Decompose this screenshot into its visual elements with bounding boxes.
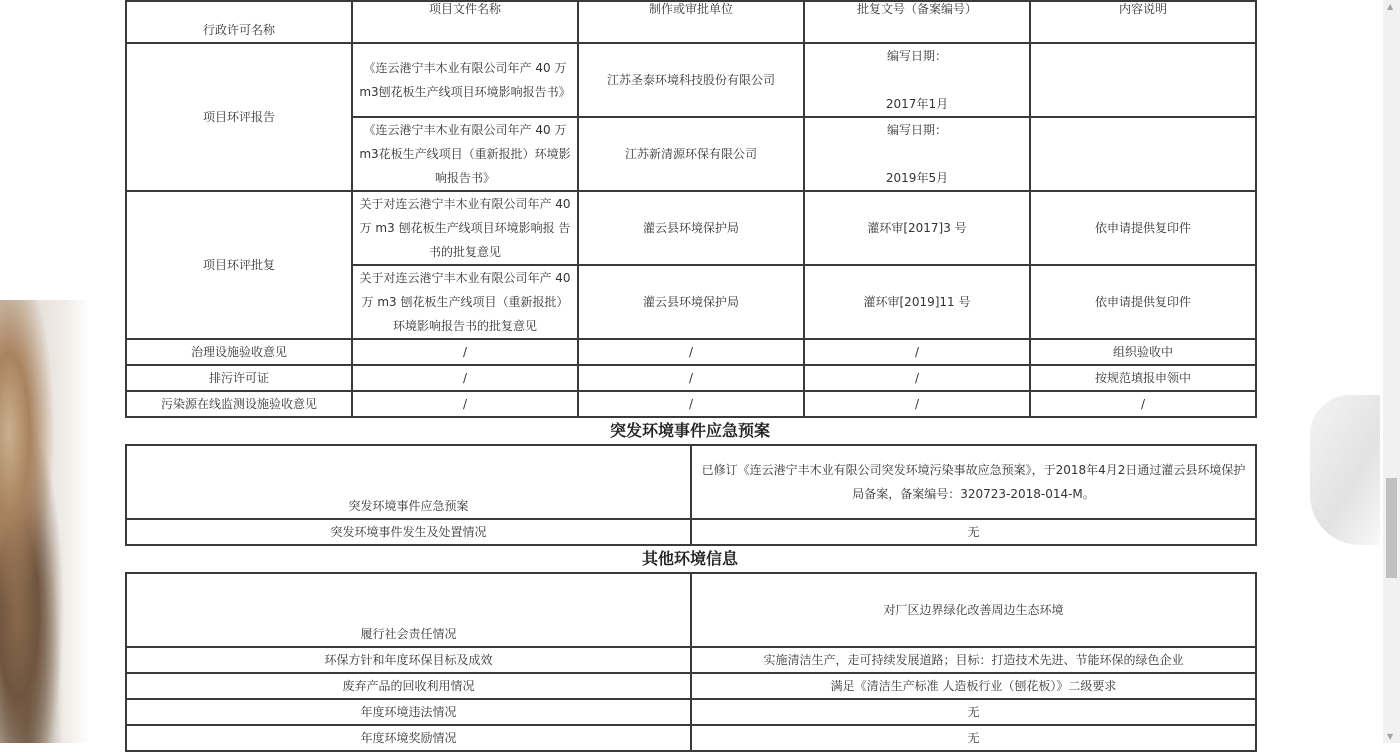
table-cell: /	[352, 391, 578, 417]
table-cell: 无	[691, 725, 1256, 751]
table-cell: /	[578, 365, 804, 391]
table-cell: 污染源在线监测设施验收意见	[126, 391, 352, 417]
table-cell: 环保方针和年度环保目标及成效	[126, 647, 691, 673]
table-cell: 履行社会责任情况	[126, 573, 691, 647]
table-cell: 对厂区边界绿化改善周边生态环境	[691, 573, 1256, 647]
table-cell: /	[578, 391, 804, 417]
scroll-down-arrow-icon[interactable]: ▼	[1387, 732, 1394, 741]
table-cell: /	[804, 391, 1030, 417]
section-title-other: 其他环境信息	[641, 549, 738, 568]
table-cell: 实施清洁生产，走可持续发展道路；目标：打造技术先进、节能环保的绿色企业	[691, 647, 1256, 673]
table-cell: 灌环审[2019]11 号	[804, 265, 1030, 339]
table-cell: 《连云港宁丰木业有限公司年产 40 万 m3花板生产线项目（重新报批）环境影响报告书》	[352, 117, 578, 191]
background-wood-image	[0, 300, 90, 743]
table-row	[126, 699, 1256, 725]
group-name: 项目环评批复	[126, 191, 352, 339]
table-cell: 年度环境违法情况	[126, 699, 691, 725]
header-cell: 内容说明	[1030, 1, 1256, 43]
table-row	[126, 647, 1256, 673]
table-cell: 江苏圣泰环境科技股份有限公司	[578, 43, 804, 117]
table-cell: 依申请提供复印件	[1030, 265, 1256, 339]
table-cell: 灌环审[2017]3 号	[804, 191, 1030, 265]
table-cell: 灌云县环境保护局	[578, 265, 804, 339]
table-header-row	[126, 1, 1256, 43]
table-row	[126, 573, 1256, 647]
table-cell: 组织验收中	[1030, 339, 1256, 365]
header-cell: 项目文件名称	[352, 1, 578, 43]
header-cell: 行政许可名称	[126, 1, 352, 43]
header-cell: 批复文号（备案编号）	[804, 1, 1030, 43]
table-row	[126, 191, 1256, 265]
table-row	[126, 365, 1256, 391]
table-cell: 排污许可证	[126, 365, 352, 391]
table-cell: /	[804, 339, 1030, 365]
table-cell: /	[578, 339, 804, 365]
table-row	[126, 519, 1256, 545]
table-cell: 无	[691, 519, 1256, 545]
table-cell: 治理设施验收意见	[126, 339, 352, 365]
table-cell: 按规范填报申领中	[1030, 365, 1256, 391]
table-row	[126, 43, 1256, 117]
table-row	[126, 445, 1256, 519]
table-cell: 突发环境事件应急预案	[126, 445, 691, 519]
table-row	[126, 339, 1256, 365]
table-cell: 满足《清洁生产标准 人造板行业（刨花板）》二级要求	[691, 673, 1256, 699]
emergency-table	[125, 444, 1257, 546]
table-cell	[1030, 43, 1256, 117]
permit-table	[125, 0, 1257, 418]
table-cell: /	[1030, 391, 1256, 417]
table-cell: 无	[691, 699, 1256, 725]
table-row	[126, 673, 1256, 699]
table-cell: 突发环境事件发生及处置情况	[126, 519, 691, 545]
table-cell	[1030, 117, 1256, 191]
table-cell: /	[352, 339, 578, 365]
other-info-table	[125, 572, 1257, 752]
table-cell: 年度环境奖励情况	[126, 725, 691, 751]
table-cell: 编写日期： 2017年1月	[804, 43, 1030, 117]
table-cell: 已修订《连云港宁丰木业有限公司突发环境污染事故应急预案》，于2018年4月2日通过灌云县环境保护局备案，备案编号：320723-2018-014-M。	[691, 445, 1256, 519]
header-cell: 制作或审批单位	[578, 1, 804, 43]
environmental-info-content	[125, 0, 1255, 752]
table-row	[126, 391, 1256, 417]
table-cell: /	[804, 365, 1030, 391]
table-cell: 关于对连云港宁丰木业有限公司年产 40 万 m3 刨花板生产线项目（重新报批）环境影响报告书的批复意见	[352, 265, 578, 339]
section-title-emergency: 突发环境事件应急预案	[609, 421, 770, 440]
vertical-scrollbar[interactable]	[1383, 0, 1400, 743]
table-cell: 关于对连云港宁丰木业有限公司年产 40 万 m3 刨花板生产线项目环境影响报 告书的批复意见	[352, 191, 578, 265]
group-name: 项目环评报告	[126, 43, 352, 191]
table-cell: 《连云港宁丰木业有限公司年产 40 万 m3刨花板生产线项目环境影响报告书》	[352, 43, 578, 117]
table-cell: 依申请提供复印件	[1030, 191, 1256, 265]
table-cell: 江苏新清源环保有限公司	[578, 117, 804, 191]
table-cell: 灌云县环境保护局	[578, 191, 804, 265]
scroll-up-arrow-icon[interactable]: ▲	[1387, 2, 1394, 11]
table-row	[126, 725, 1256, 751]
table-cell: /	[352, 365, 578, 391]
background-decoration	[1310, 395, 1380, 545]
scrollbar-thumb[interactable]	[1386, 478, 1397, 578]
table-cell: 废弃产品的回收利用情况	[126, 673, 691, 699]
table-cell: 编写日期： 2019年5月	[804, 117, 1030, 191]
